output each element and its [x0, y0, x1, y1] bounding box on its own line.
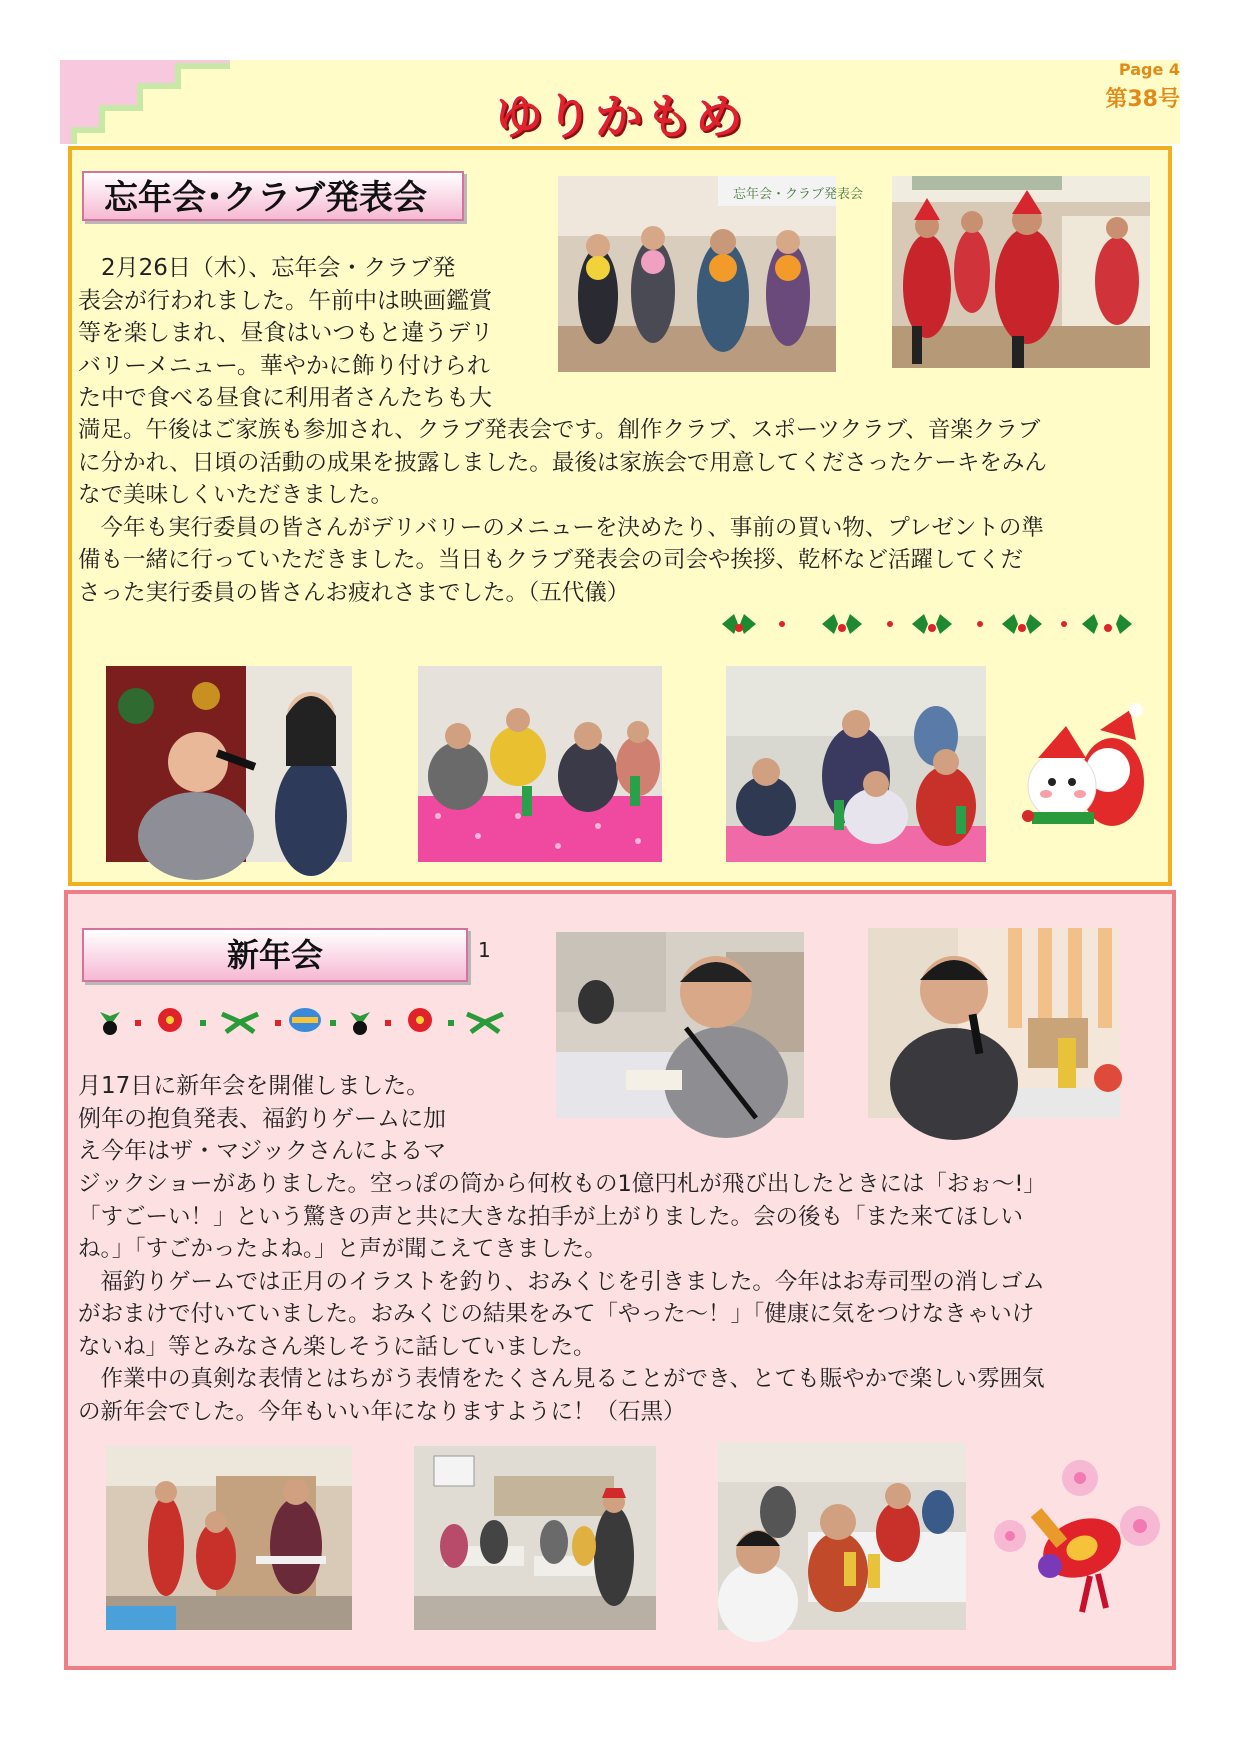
photo-santa-costumes	[892, 176, 1150, 368]
text-line: がおまけで付いていました。おみくじの結果をみて「やった～！」「健康に気をつけなきゃいけ	[78, 1301, 1035, 1327]
text-line: 例年の抱負発表、福釣りゲームに加	[78, 1105, 446, 1132]
text-line: なで美味しくいただきました。	[78, 482, 394, 508]
text-line: 満足。午後はご家族も参加され、クラブ発表会です。創作クラブ、スポーツクラブ、音楽クラブ	[78, 417, 1041, 443]
text-line: 「すごーい！」という驚きの声と共に大きな拍手が上がりました。会の後も「また来てほしい	[78, 1203, 1024, 1230]
photo-karaoke	[106, 666, 352, 862]
text-line: 今年も実行委員の皆さんがデリバリーのメニューを決めたり、事前の買い物、プレゼントの準	[78, 514, 1044, 541]
newsletter-title: ゆりかもめ	[494, 89, 745, 145]
photo-banner-text: 忘年会・クラブ発表会	[733, 187, 864, 202]
text-line: え今年はザ・マジックさんによるマ	[78, 1138, 446, 1164]
text-line: た中で食べる昼食に利用者さんたちも大	[78, 385, 492, 411]
text-line: 備も一緒に行っていただきました。当日もクラブ発表会の司会や挨拶、乾杯など活躍してくだ	[78, 547, 1024, 573]
section2-text-wide	[78, 1168, 1168, 1428]
page-label: Page 4	[1118, 60, 1180, 79]
text-line: ジックショーがありました。空っぽの筒から何枚もの1億円札が飛び出したときには「おぉ～!」	[78, 1171, 1046, 1197]
section-heading-bonenkai: 忘年会･クラブ発表会	[82, 171, 464, 221]
holly-garland-decoration	[712, 606, 1152, 642]
text-line: 作業中の真剣な表情とはちがう表情をたくさん見ることができ、とても賑やかで楽しい雰囲気	[78, 1366, 1045, 1392]
section1-text-narrow	[78, 252, 538, 415]
photo-toast-drinks	[718, 1442, 966, 1630]
section2-text-narrow	[78, 1070, 498, 1168]
photo-dancing-leis	[558, 176, 864, 372]
text-line: 等を楽しまれ、昼食はいつもと違うデリ	[78, 320, 494, 346]
text-line: ね。」「すごかったよね。」と声が聞こえてきました。	[78, 1236, 607, 1262]
text-line: 福釣りゲームでは正月のイラストを釣り、おみくじを引きました。今年はお寿司型の消しゴム	[78, 1268, 1045, 1295]
section1-text-wide	[78, 414, 1168, 609]
text-line: さった実行委員の皆さんお疲れさまでした。（五代儀）	[78, 579, 630, 606]
text-line: 表会が行われました。午前中は映画鑑賞	[78, 287, 492, 314]
new-year-garland-decoration	[90, 1000, 510, 1040]
snowman-santa-illustration	[1010, 700, 1156, 840]
text-line: ないね」等とみなさん楽しそうに話していました。	[78, 1333, 596, 1360]
photo-man-with-paper	[556, 932, 804, 1118]
text-line: 月17日に新年会を開催しました。	[78, 1073, 430, 1099]
text-line: バリーメニュー。華やかに飾り付けられ	[78, 352, 490, 379]
issue-number: 第38号	[1105, 87, 1180, 112]
photo-man-with-microphone	[868, 928, 1120, 1118]
new-year-mallet-illustration	[990, 1456, 1160, 1616]
photo-classroom-tables	[414, 1446, 656, 1630]
photo-lunch-tables	[418, 666, 662, 862]
photo-game-stick	[106, 1446, 352, 1630]
section-heading-shinnenkai: 新年会	[82, 928, 468, 982]
heading-month-number: 1	[478, 938, 491, 962]
text-line: 2月26日（木）、忘年会・クラブ発	[78, 255, 456, 281]
text-line: の新年会でした。今年もいい年になりますように！（石黒）	[78, 1398, 686, 1425]
photo-cake-table	[726, 666, 986, 862]
text-line: に分かれ、日頃の活動の成果を披露しました。最後は家族会で用意してくださったケーキをみん	[78, 449, 1047, 476]
